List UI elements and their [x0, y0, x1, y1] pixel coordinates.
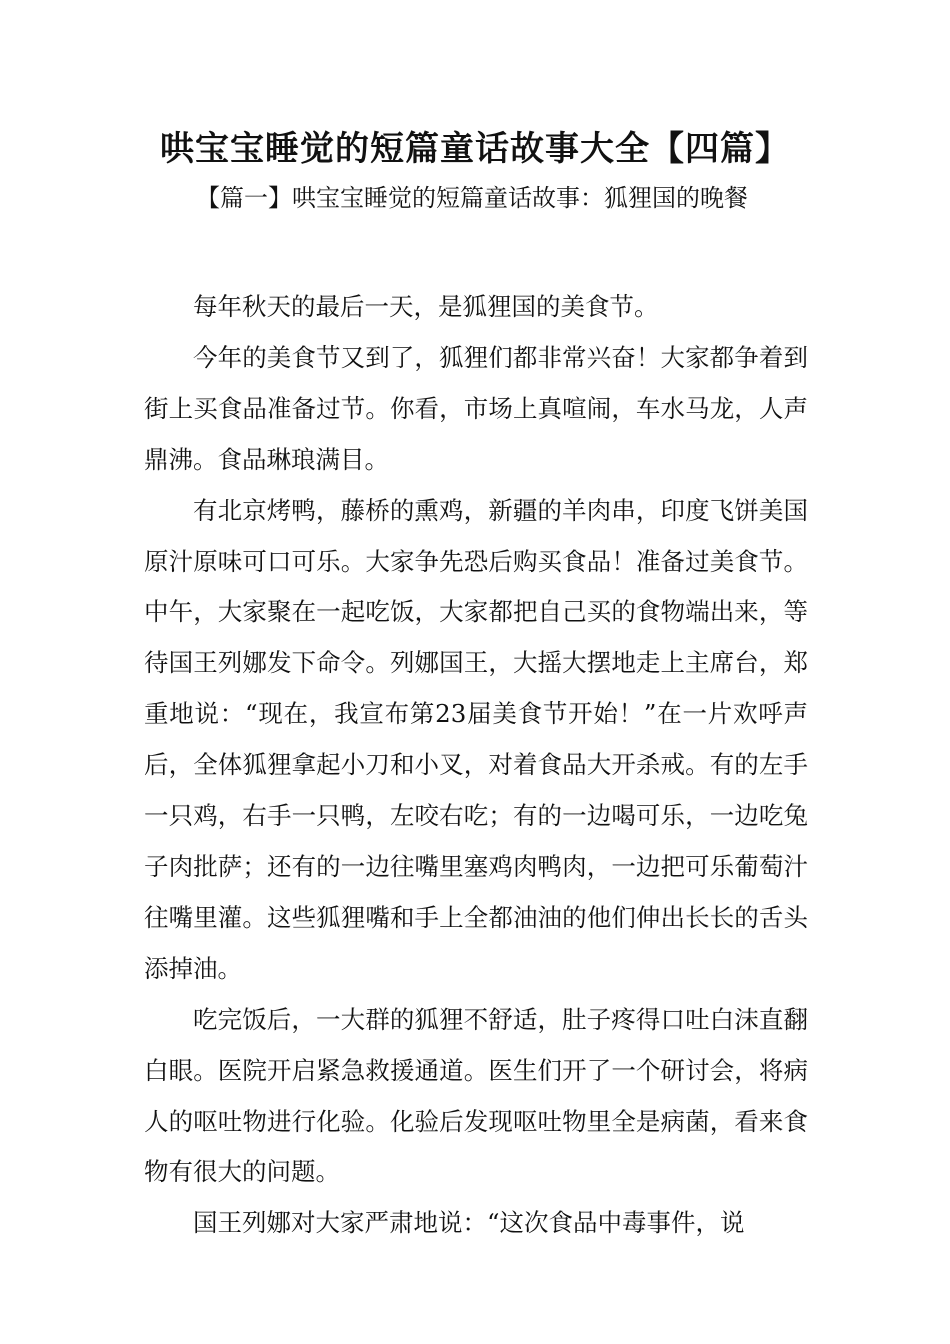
document-title: 哄宝宝睡觉的短篇童话故事大全【四篇】	[160, 129, 790, 169]
paragraph: 有北京烤鸭，藤桥的熏鸡，新疆的羊肉串，印度飞饼美国原汁原味可口可乐。大家争先恐后购买食品！准备过美食节。中午，大家聚在一起吃饭，大家都把自己买的食物端出来，等待国王列娜发下命令。列娜国王，大摇大摆地走上主席台，郑重地说：“现在，我宣布第23届美食节开始！”在一片欢呼声后，全体狐狸拿起小刀和小叉，对着食品大开杀戒。有的左手一只鸡，右手一只鸭，左咬右吃；有的一边喝可乐，一边吃兔子肉批萨；还有的一边往嘴里塞鸡肉鸭肉，一边把可乐葡萄汁往嘴里灌。这些狐狸嘴和手上全都油油的他们伸出长长的舌头添掉油。	[144, 495, 808, 983]
section-subtitle: 【篇一】哄宝宝睡觉的短篇童话故事：狐狸国的晚餐	[196, 184, 748, 212]
paragraph: 吃完饭后，一大群的狐狸不舒适，肚子疼得口吐白沫直翻白眼。医院开启紧急救援通道。医生们开了一个研讨会，将病人的呕吐物进行化验。化验后发现呕吐物里全是病菌，看来食物有很大的问题。	[144, 1004, 808, 1187]
paragraph: 今年的美食节又到了，狐狸们都非常兴奋！大家都争着到街上买食品准备过节。你看，市场上真喧闹，车水马龙，人声鼎沸。食品琳琅满目。	[144, 342, 808, 474]
paragraph: 国王列娜对大家严肃地说：“这次食品中毒事件，说	[193, 1208, 745, 1238]
paragraph: 每年秋天的最后一天，是狐狸国的美食节。	[193, 292, 659, 321]
document-body	[144, 282, 808, 1249]
